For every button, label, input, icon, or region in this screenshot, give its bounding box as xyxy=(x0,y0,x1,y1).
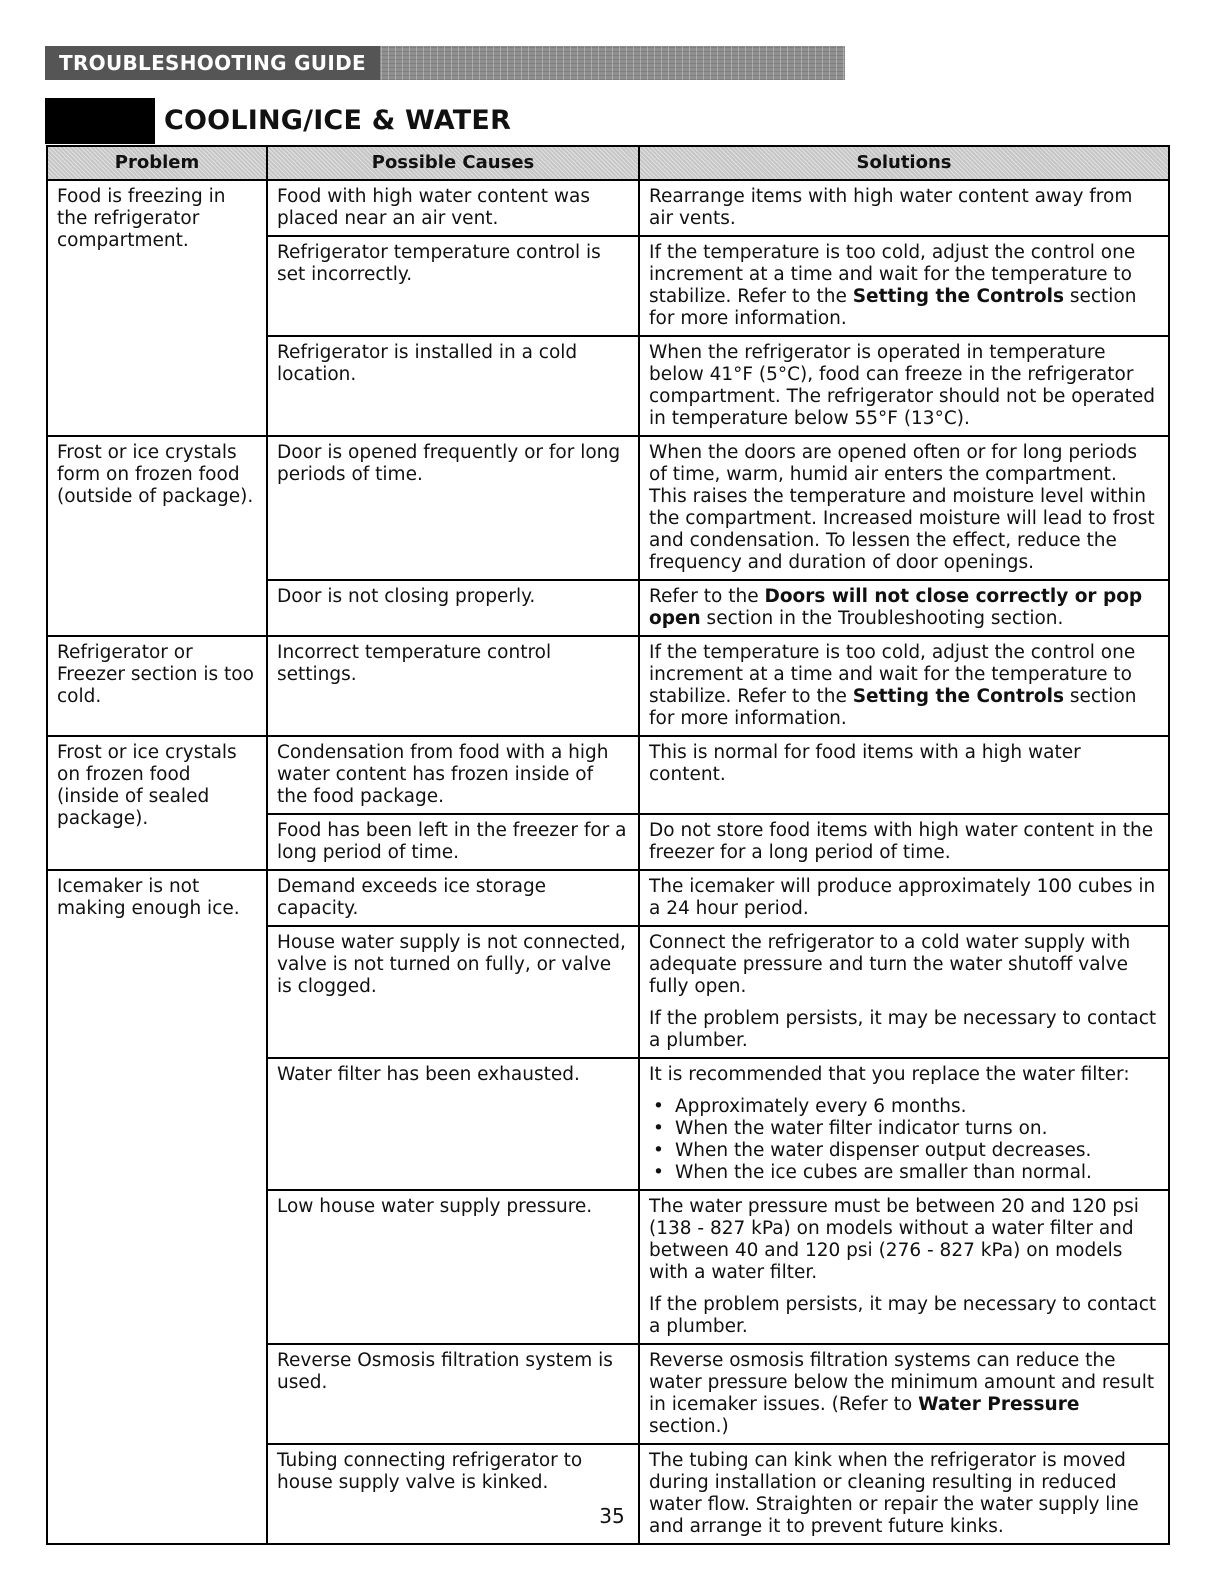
cause-cell: House water supply is not connected, valve is not turned on fully, or valve is clogged. xyxy=(267,926,639,1058)
solution-cell xyxy=(639,436,1169,580)
solution-cell xyxy=(639,814,1169,870)
cause-cell: Door is opened frequently or for long periods of time. xyxy=(267,436,639,580)
cause-cell: Door is not closing properly. xyxy=(267,580,639,636)
problem-cell: Frost or ice crystals on frozen food (inside of sealed package). xyxy=(47,736,267,870)
solution-cell xyxy=(639,1190,1169,1344)
solution-cell xyxy=(639,1344,1169,1444)
solution-cell xyxy=(639,736,1169,814)
solution-cell xyxy=(639,1444,1169,1544)
solution-paragraph xyxy=(649,242,1159,330)
solution-cell xyxy=(639,580,1169,636)
solution-text: If the problem persists, it may be necessary to contact a plumber. xyxy=(649,1008,1157,1051)
solution-paragraph xyxy=(649,820,1159,864)
section-banner xyxy=(45,46,845,80)
solution-bullet-item: • When the water filter indicator turns on. xyxy=(649,1118,1159,1140)
solution-paragraph xyxy=(649,1196,1159,1284)
cause-cell: Condensation from food with a high water content has frozen inside of the food package. xyxy=(267,736,639,814)
solution-reference: Setting the Controls xyxy=(852,286,1064,307)
table-row xyxy=(47,180,1169,236)
solution-text: This is normal for food items with a high water content. xyxy=(649,742,1081,785)
solution-text: Refer to the xyxy=(649,586,765,607)
solution-text: The water pressure must be between 20 and 120 psi (138 - 827 kPa) on models without a water filter and between 40 and 120 psi (276 - 827 kPa) on models with a water filter. xyxy=(649,1196,1139,1283)
solution-text: Rearrange items with high water content away from air vents. xyxy=(649,186,1133,229)
solution-text: Do not store food items with high water content in the freezer for a long period of time. xyxy=(649,820,1154,863)
cause-cell: Food with high water content was placed near an air vent. xyxy=(267,180,639,236)
solution-text: If the problem persists, it may be necessary to contact a plumber. xyxy=(649,1294,1157,1337)
solution-paragraph xyxy=(649,1064,1159,1086)
cause-cell: Low house water supply pressure. xyxy=(267,1190,639,1344)
problem-cell: Icemaker is not making enough ice. xyxy=(47,870,267,1544)
solution-cell xyxy=(639,180,1169,236)
solution-paragraph xyxy=(649,186,1159,230)
cause-cell: Refrigerator temperature control is set incorrectly. xyxy=(267,236,639,336)
banner-title: TROUBLESHOOTING GUIDE xyxy=(45,46,380,80)
table-row xyxy=(47,636,1169,736)
solution-bullet-item: • When the ice cubes are smaller than normal. xyxy=(649,1162,1159,1184)
solution-cell xyxy=(639,336,1169,436)
solution-bullet-item: • When the water dispenser output decreases. xyxy=(649,1140,1159,1162)
table-row xyxy=(47,736,1169,814)
solution-bullet-item: • Approximately every 6 months. xyxy=(649,1096,1159,1118)
troubleshooting-table xyxy=(46,145,1170,1545)
solution-reference: Setting the Controls xyxy=(852,686,1064,707)
column-header-solutions: Solutions xyxy=(639,146,1169,180)
column-header-problem: Problem xyxy=(47,146,267,180)
solution-paragraph xyxy=(649,876,1159,920)
solution-paragraph xyxy=(649,642,1159,730)
solution-text: section for more information. xyxy=(649,686,1137,729)
solution-reference: Water Pressure xyxy=(918,1394,1080,1415)
solution-cell xyxy=(639,870,1169,926)
solution-text: section in the Troubleshooting section. xyxy=(700,608,1064,629)
section-marker-block xyxy=(45,98,155,144)
solution-cell xyxy=(639,1058,1169,1190)
solution-text: If the temperature is too cold, adjust the control one increment at a time and wait for the temperature to stabilize. Refer to the xyxy=(649,642,1136,707)
solution-cell xyxy=(639,926,1169,1058)
solution-paragraph xyxy=(649,1294,1159,1338)
cause-cell: Food has been left in the freezer for a long period of time. xyxy=(267,814,639,870)
problem-cell: Frost or ice crystals form on frozen food (outside of package). xyxy=(47,436,267,636)
solution-paragraph xyxy=(649,1008,1159,1052)
solution-text: Connect the refrigerator to a cold water supply with adequate pressure and turn the water shutoff valve fully open. xyxy=(649,932,1131,997)
solution-text: The icemaker will produce approximately 100 cubes in a 24 hour period. xyxy=(649,876,1156,919)
table-row xyxy=(47,870,1169,926)
cause-cell: Incorrect temperature control settings. xyxy=(267,636,639,736)
problem-cell: Refrigerator or Freezer section is too cold. xyxy=(47,636,267,736)
table-header-row xyxy=(47,146,1169,180)
solution-text: section for more information. xyxy=(649,286,1137,329)
solution-paragraph xyxy=(649,1350,1159,1438)
solution-paragraph xyxy=(649,442,1159,574)
table-body xyxy=(47,180,1169,1544)
solution-text: When the refrigerator is operated in temperature below 41°F (5°C), food can freeze in the refrigerator compartment. The refrigerator should not be operated in temperature below 55°F (13°C). xyxy=(649,342,1155,429)
solution-text: section.) xyxy=(649,1416,729,1437)
solution-paragraph xyxy=(649,586,1159,630)
column-header-causes: Possible Causes xyxy=(267,146,639,180)
solution-text: Reverse osmosis filtration systems can reduce the water pressure below the minimum amount and result in icemaker issues. (Refer to xyxy=(649,1350,1155,1415)
table-row xyxy=(47,436,1169,580)
cause-cell: Water filter has been exhausted. xyxy=(267,1058,639,1190)
cause-cell: Refrigerator is installed in a cold location. xyxy=(267,336,639,436)
solution-cell xyxy=(639,236,1169,336)
problem-cell: Food is freezing in the refrigerator compartment. xyxy=(47,180,267,436)
solution-text: When the doors are opened often or for long periods of time, warm, humid air enters the compartment. This raises the temperature and moisture level within the compartment. Increased moisture will lead to frost and condensation. To lessen the effect, reduce the frequency and duration of door openings. xyxy=(649,442,1155,573)
solution-paragraph xyxy=(649,742,1159,786)
solution-text: The tubing can kink when the refrigerator is moved during installation or cleaning resulting in reduced water flow. Straighten or repair the water supply line and arrange it to prevent future kinks. xyxy=(649,1450,1139,1537)
page-number: 35 xyxy=(599,1504,625,1528)
cause-cell: Reverse Osmosis filtration system is used. xyxy=(267,1344,639,1444)
solution-text: If the temperature is too cold, adjust the control one increment at a time and wait for the temperature to stabilize. Refer to the xyxy=(649,242,1136,307)
solution-text: It is recommended that you replace the water filter: xyxy=(649,1064,1130,1085)
cause-cell: Demand exceeds ice storage capacity. xyxy=(267,870,639,926)
solution-paragraph xyxy=(649,932,1159,998)
solution-paragraph xyxy=(649,342,1159,430)
section-title: COOLING/ICE & WATER xyxy=(164,105,512,136)
solution-bullet-list xyxy=(649,1096,1159,1184)
solution-reference: Doors will not close correctly or pop open xyxy=(649,586,1143,629)
cause-cell: Tubing connecting refrigerator to house supply valve is kinked. xyxy=(267,1444,639,1544)
solution-cell xyxy=(639,636,1169,736)
